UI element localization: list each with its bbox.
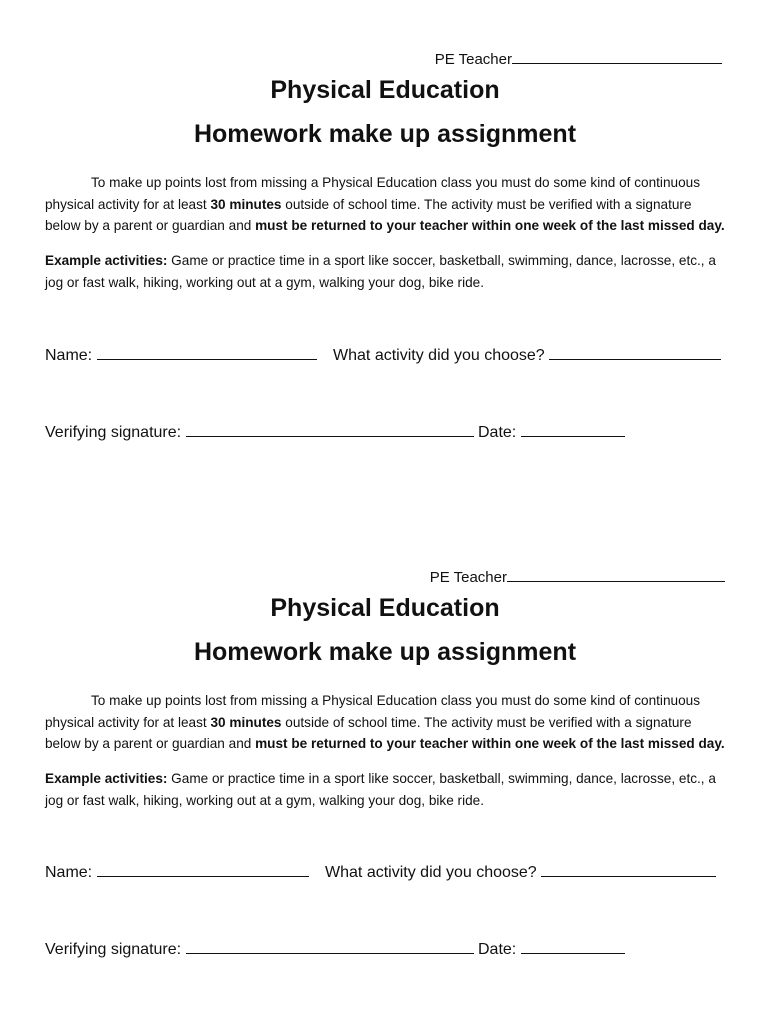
form-title: Physical Education bbox=[270, 594, 500, 622]
signature-date-row bbox=[45, 421, 735, 442]
date-label: Date: bbox=[477, 941, 517, 958]
form-subtitle: Homework make up assignment bbox=[193, 120, 577, 148]
pe-teacher-line[interactable] bbox=[507, 566, 725, 582]
examples-text: Game or practice time in a sport like soccer, basketball, swimming, dance, lacrosse, etc., a jog or fast walk, hiking, working out at a gym, walking your dog, bike ride. bbox=[45, 253, 716, 290]
intro-bold-deadline: must be returned to your teacher within one week of the last missed day. bbox=[255, 736, 725, 751]
activity-line[interactable] bbox=[549, 344, 721, 360]
intro-paragraph bbox=[45, 690, 729, 755]
examples-label: Example activities: bbox=[45, 253, 168, 268]
intro-text-2: outside of school time. The activity must be verified with a signature below by a parent or guardian and bbox=[45, 714, 692, 751]
activity-label: What activity did you choose? bbox=[333, 347, 545, 364]
date-line[interactable] bbox=[521, 421, 625, 437]
pe-teacher-line[interactable] bbox=[512, 48, 722, 64]
activity-label: What activity did you choose? bbox=[325, 864, 537, 881]
pe-teacher-field bbox=[435, 48, 722, 68]
examples-paragraph bbox=[45, 768, 729, 811]
form-title: Physical Education bbox=[270, 76, 500, 104]
name-line[interactable] bbox=[97, 344, 317, 360]
activity-line[interactable] bbox=[541, 861, 716, 877]
signature-line[interactable] bbox=[186, 421, 474, 437]
intro-text-1: To make up points lost from missing a Physical Education class you must do some kind of continuous physical activity for at least bbox=[45, 175, 700, 212]
signature-label: Verifying signature: bbox=[45, 424, 182, 441]
signature-date-row bbox=[45, 938, 735, 959]
form-subtitle: Homework make up assignment bbox=[193, 638, 577, 666]
examples-paragraph bbox=[45, 250, 729, 293]
intro-bold-deadline: must be returned to your teacher within one week of the last missed day. bbox=[255, 218, 725, 233]
examples-label: Example activities: bbox=[45, 771, 168, 786]
date-line[interactable] bbox=[521, 938, 625, 954]
intro-bold-minutes: 30 minutes bbox=[210, 714, 282, 730]
pe-teacher-label: PE Teacher bbox=[429, 569, 507, 586]
intro-paragraph bbox=[45, 172, 729, 237]
intro-text-1: To make up points lost from missing a Physical Education class you must do some kind of continuous physical activity for at least bbox=[45, 693, 700, 730]
pe-teacher-label: PE Teacher bbox=[434, 51, 512, 68]
intro-bold-minutes: 30 minutes bbox=[210, 196, 282, 212]
intro-text-2: outside of school time. The activity must be verified with a signature below by a parent or guardian and bbox=[45, 196, 692, 233]
name-activity-row bbox=[45, 344, 735, 365]
name-label: Name: bbox=[45, 347, 93, 364]
name-line[interactable] bbox=[97, 861, 309, 877]
name-activity-row bbox=[45, 861, 735, 882]
date-label: Date: bbox=[477, 424, 517, 441]
signature-label: Verifying signature: bbox=[45, 941, 182, 958]
examples-text: Game or practice time in a sport like soccer, basketball, swimming, dance, lacrosse, etc., a jog or fast walk, hiking, working out at a gym, walking your dog, bike ride. bbox=[45, 771, 716, 808]
signature-line[interactable] bbox=[186, 938, 474, 954]
name-label: Name: bbox=[45, 864, 93, 881]
pe-teacher-field bbox=[430, 566, 725, 586]
